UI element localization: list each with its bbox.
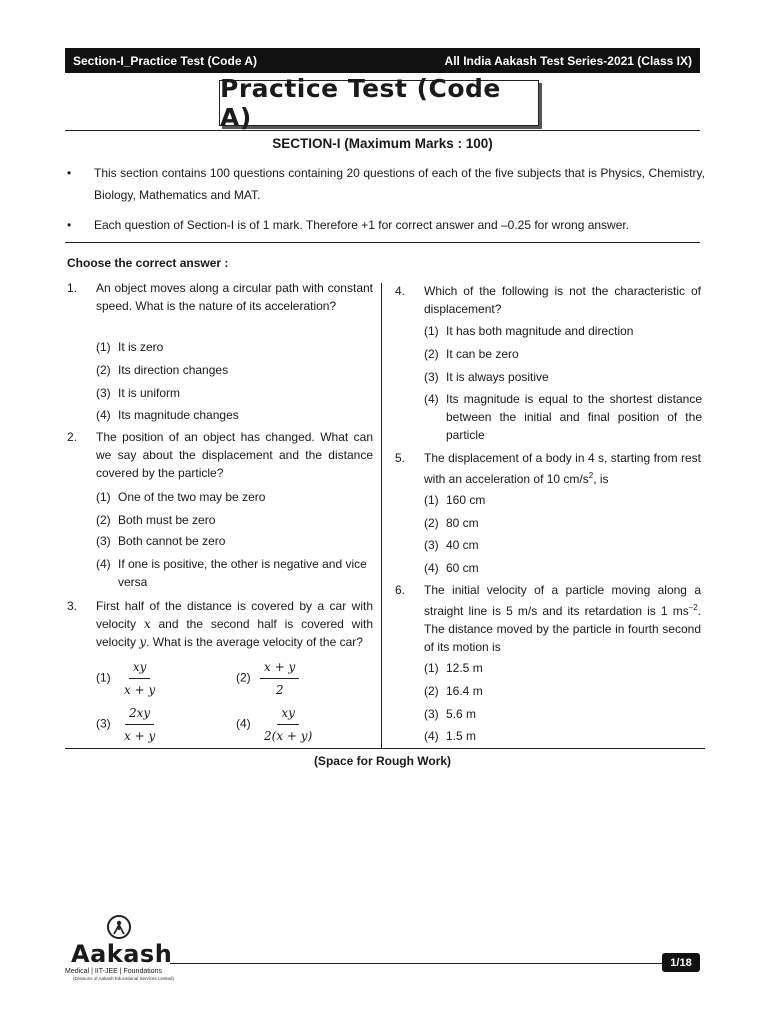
instruction-bullet [65,214,705,236]
option [96,704,159,745]
option-text: If one is positive, the other is negative and vice versa [118,557,367,589]
option-number: (1) [96,670,111,685]
option-text: Both must be zero [118,513,216,527]
option-number: (1) [96,490,111,504]
option-text: 5.6 m [446,707,477,721]
option-text: 160 cm [446,493,486,507]
option [424,514,694,532]
option [424,390,702,444]
option-number: (4) [236,716,251,731]
footer-rule [170,963,662,964]
option-number: (1) [424,324,439,338]
column-divider [381,283,382,749]
option-text: 60 cm [446,561,479,575]
fraction [120,658,159,699]
option-text: It has both magnitude and direction [446,324,634,338]
option [424,727,694,745]
option-number: (3) [96,534,111,548]
option-text: Its magnitude is equal to the shortest distance between the initial and final position of the particle [446,392,702,442]
option [424,322,702,340]
option-text: 80 cm [446,516,479,530]
option-number: (4) [96,557,111,571]
question-number: 6. [395,583,406,597]
question-number: 4. [395,284,406,298]
divider [65,748,705,749]
header-bar [65,48,700,73]
numerator: x + y [260,658,299,679]
option-text: One of the two may be zero [118,490,266,504]
option [96,658,159,699]
logo-subtext: (Divisions of Aakash Educational Services Limited) [73,976,175,981]
aakash-emblem-icon [106,914,132,940]
choose-heading: Choose the correct answer : [67,256,229,270]
option-number: (3) [424,707,439,721]
option-text: Its magnitude changes [118,408,239,422]
option [96,532,366,550]
option-number: (2) [424,347,439,361]
question-2 [67,428,373,482]
question-stem: Which of the following is not the characteristic of displacement? [424,284,701,316]
option-number: (1) [424,493,439,507]
bullet-text: Each question of Section-I is of 1 mark. Therefore +1 for correct answer and –0.25 for wrong answer. [94,218,630,232]
option [424,491,694,509]
option [96,488,366,506]
option-number: (3) [96,716,111,731]
bullet-text: This section contains 100 questions containing 20 questions of each of the five subjects that is Physics, Chemistry, Biology, Mathematics and MAT. [94,166,705,202]
question-stem: An object moves along a circular path with constant speed. What is the nature of its acceleration? [96,281,373,313]
bullet-icon: • [67,166,72,180]
section-heading: SECTION-I (Maximum Marks : 100) [272,136,493,151]
option [96,361,366,379]
option [96,511,366,529]
option-number: (2) [424,516,439,530]
option-number: (2) [96,513,111,527]
question-6 [395,581,701,656]
option-text: Its direction changes [118,363,229,377]
denominator: x + y [124,683,156,697]
divider [65,130,700,131]
header-left: Section-I_Practice Test (Code A) [73,53,258,68]
question-5 [395,449,701,488]
option [96,384,366,402]
question-number: 5. [395,451,406,465]
option [424,705,694,723]
question-4 [395,282,701,318]
option-text: Both cannot be zero [118,534,226,548]
option [236,658,299,699]
option [96,406,366,424]
numerator: 2xy [125,704,154,725]
question-stem: The position of an object has changed. What can we say about the displacement and the distance covered by the particle? [96,430,373,480]
aakash-logo [65,912,175,984]
question-number: 2. [67,430,78,444]
numerator: xy [129,658,151,679]
logo-wordmark: Aakash [71,940,173,968]
question-number: 3. [67,599,78,613]
option-text: It is uniform [118,386,181,400]
option-number: (4) [424,392,439,406]
option-text: It is always positive [446,370,549,384]
option-number: (3) [424,370,439,384]
option-text: 1.5 m [446,729,477,743]
option-number: (4) [424,561,439,575]
instruction-bullet [65,162,705,206]
header-right: All India Aakash Test Series-2021 (Class IX) [444,53,692,68]
logo-tagline: Medical | IIT-JEE | Foundations [65,968,163,975]
option [424,536,694,554]
option-number: (2) [236,670,251,685]
denominator: 2 [275,683,284,697]
option-text: It can be zero [446,347,519,361]
option-number: (3) [424,538,439,552]
option-text: 16.4 m [446,684,483,698]
option-number: (2) [424,684,439,698]
option-text: 40 cm [446,538,479,552]
option [424,682,694,700]
rough-work-label: (Space for Rough Work) [313,754,452,768]
option [96,555,374,591]
numerator: xy [277,704,299,725]
page-title: Practice Test (Code A) [219,80,539,126]
denominator: x + y [124,729,156,743]
option-number: (4) [424,729,439,743]
question-stem: The initial velocity of a particle moving along a straight line is 5 m/s and its retardation is 1 $ms^{-2}$. The distance moved by the particle in fourth second of its motion is [424,583,701,654]
fraction [120,704,159,745]
option-number: (4) [96,408,111,422]
question-stem: The displacement of a body in 4 s, starting from rest with an acceleration of 10 $cm/s^2$, is [424,451,701,486]
option [236,704,316,745]
page-number: 1/18 [662,953,700,972]
question-number: 1. [67,281,78,295]
option [424,659,694,677]
option-number: (1) [96,340,111,354]
option-text: It is zero [118,340,164,354]
option [424,368,702,386]
bullet-icon: • [67,218,72,232]
question-3 [67,597,373,651]
divider [65,242,700,243]
fraction [260,658,299,699]
fraction [260,704,316,745]
option-text: 12.5 m [446,661,483,675]
option [96,338,366,356]
option [424,559,694,577]
option-number: (3) [96,386,111,400]
option-number: (2) [96,363,111,377]
question-1 [67,279,373,315]
option [424,345,702,363]
question-stem: First half of the distance is covered by a car with velocity x and the second half is covered with velocity y. What is the average velocity of the car? [96,599,373,649]
option-number: (1) [424,661,439,675]
denominator: 2(x + y) [264,729,313,743]
